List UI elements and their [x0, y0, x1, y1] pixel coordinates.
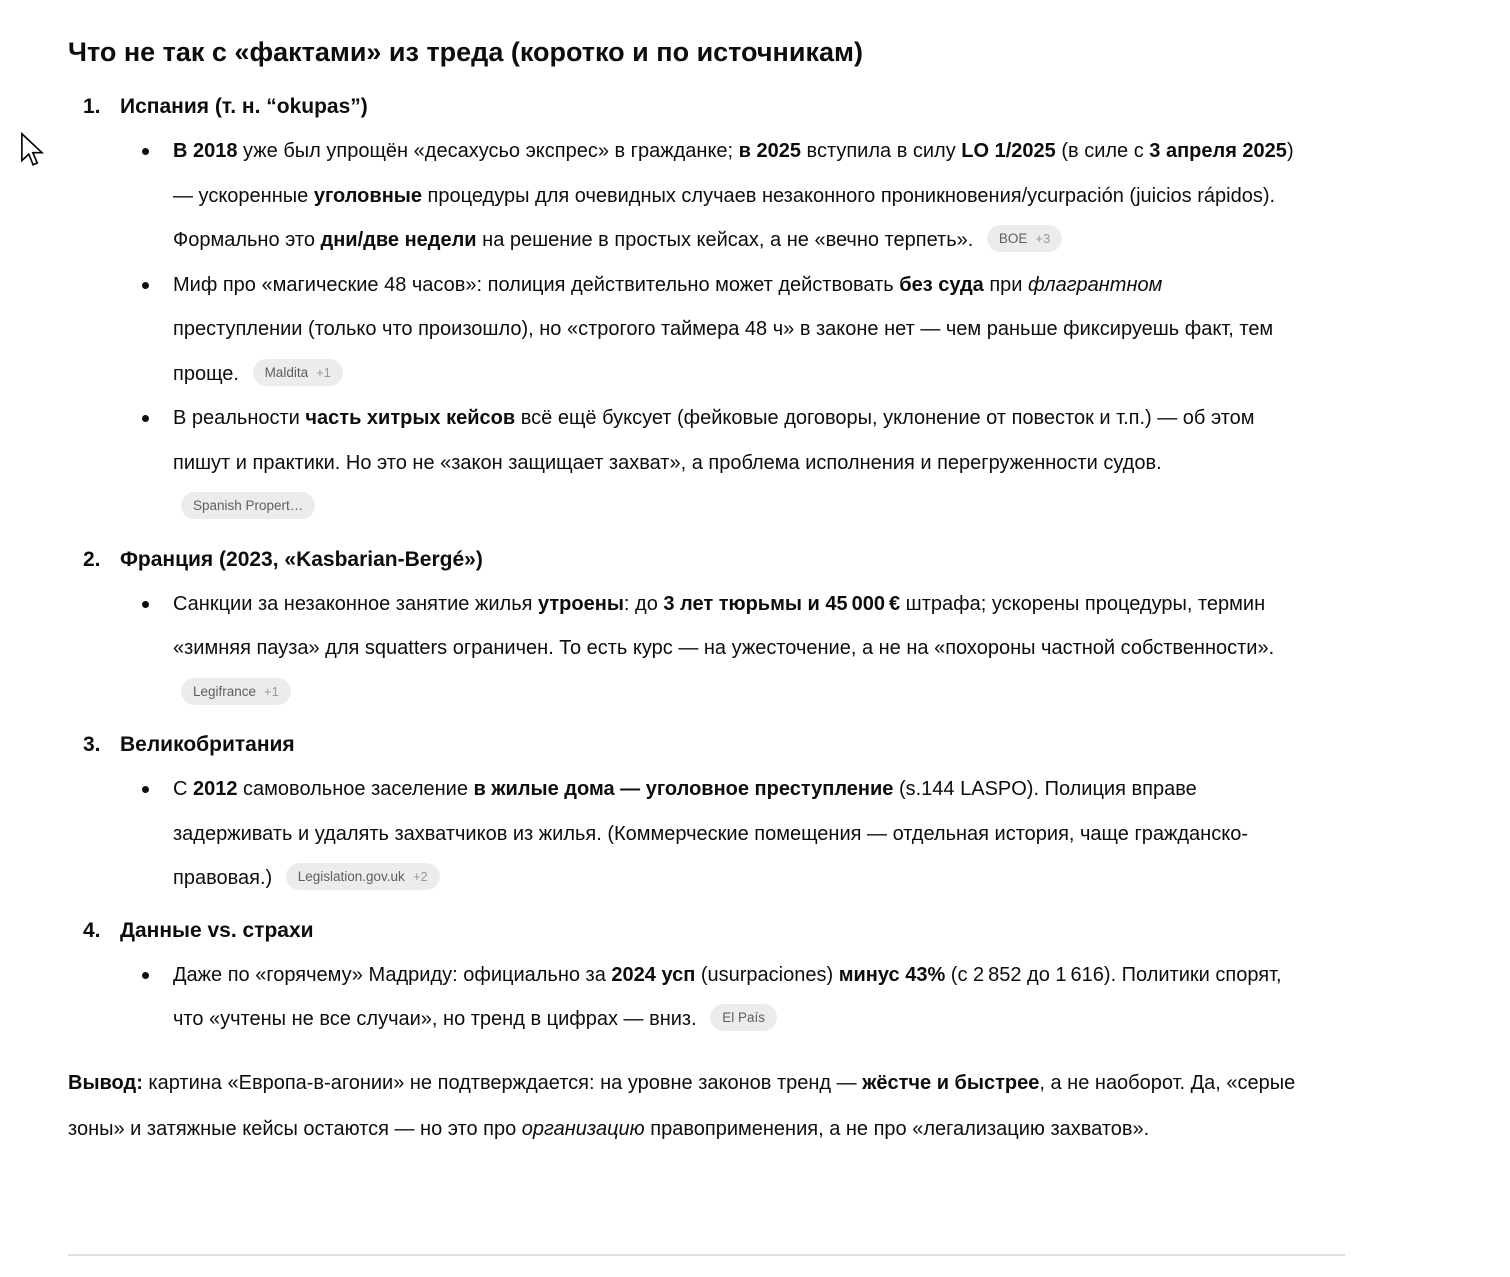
text-run: без суда: [899, 273, 984, 296]
text-run: В 2018: [173, 140, 238, 162]
section-heading: Франция (2023, «Kasbarian-Bergé»): [120, 547, 483, 571]
text-run: уже был упрощён «десахусьо экспрес» в гражданке;: [237, 140, 739, 162]
text-run: LO 1/2025: [961, 140, 1056, 162]
section-number: 1.: [83, 95, 101, 118]
text-run: штрафа; ускорены процедуры, термин «зимняя пауза» для squatters ограничен. То есть курс — на ужесточение, а не на «похороны частной собственности».: [173, 592, 1275, 659]
bullet-text: [173, 274, 1273, 385]
bullet-text: [173, 778, 1248, 889]
bullet-icon: [142, 972, 149, 979]
text-run: ) — ускоренные: [173, 140, 1294, 207]
text-run: процедуры для очевидных случаев незаконного проникновения/ycurpación (juicios rápidos). Формально это: [173, 184, 1276, 251]
citation-source-label: El País: [722, 1010, 765, 1025]
bullet-icon: [142, 148, 149, 155]
bullet-item: [68, 263, 1295, 397]
text-run: жёстче и быстрее: [862, 1071, 1040, 1094]
text-run: 2012: [193, 778, 238, 800]
text-run: В реальности: [173, 407, 306, 429]
text-run: 3 апреля 2025: [1149, 140, 1287, 162]
section-number: 4.: [83, 918, 101, 942]
bullet-text: [173, 964, 1282, 1031]
bullet-list: [68, 953, 1308, 1042]
bullet-list: [68, 582, 1308, 716]
mouse-cursor-icon: [20, 132, 50, 168]
text-run: минус 43%: [838, 963, 946, 986]
section-number: 3.: [83, 733, 101, 756]
section-heading: Великобритания: [120, 733, 295, 756]
citation-badge[interactable]: [253, 359, 343, 386]
citation-source-label: BOE: [998, 231, 1028, 246]
text-run: Миф про «магические 48 часов»: полиция действительно может действовать: [173, 273, 900, 296]
text-run: : до: [623, 592, 664, 615]
text-run: 3 лет тюрьмы и 45 000 €: [663, 592, 901, 615]
bullet-item: [68, 396, 1295, 530]
citation-count: +3: [1035, 231, 1051, 246]
bullet-icon: [142, 601, 149, 608]
section-heading-row: [68, 730, 1308, 760]
bullet-icon: [142, 786, 149, 793]
text-run: Санкции за незаконное занятие жилья: [173, 592, 539, 615]
text-run: (в силе с: [1055, 140, 1150, 162]
bullet-text: [173, 140, 1294, 251]
text-run: уголовные: [313, 184, 422, 207]
divider: [68, 1254, 1345, 1256]
bullet-text: [173, 593, 1274, 704]
text-run: при: [983, 273, 1029, 296]
text-run: флагрантном: [1028, 273, 1163, 296]
section-item: [68, 730, 1308, 901]
text-run: всё ещё буксует (фейковые договоры, уклонение от повесток и т.п.) — об этом пишут и практики. Но это не «закон защищает захват», а проблема исполнения и перегруженности судов.: [173, 407, 1255, 474]
section-item: [68, 916, 1308, 1042]
citation-badge[interactable]: [710, 1004, 777, 1031]
text-run: (с 2 852 до 1 616). Политики спорят, что «учтены не все случаи», но тренд в цифрах — вниз.: [173, 963, 1282, 1030]
citation-source-label: Maldita: [264, 364, 309, 380]
section-number: 2.: [83, 547, 101, 571]
text-run: самовольное заселение: [237, 778, 474, 800]
page-title: Что не так с «фактами» из треда (коротко и по источникам): [68, 37, 863, 67]
bullet-item: [68, 129, 1295, 263]
section-heading: Данные vs. страхи: [120, 918, 314, 942]
bullet-icon: [142, 415, 149, 422]
section-item: [68, 545, 1308, 716]
citation-source-label: Legislation.gov.uk: [297, 869, 405, 884]
text-run: С: [173, 778, 193, 800]
text-run: , а не наоборот. Да, «серые зоны» и затяжные кейсы остаются — но это про: [68, 1071, 1296, 1140]
section-heading: Испания (т. н. “okupas”): [120, 95, 368, 118]
text-run: 2024 усп: [611, 963, 696, 986]
citation-count: +1: [316, 364, 331, 380]
citation-count: +1: [264, 683, 279, 699]
section-heading-row: [68, 92, 1308, 122]
text-run: Вывод:: [68, 1071, 143, 1094]
section-item: [68, 92, 1308, 530]
citation-badge[interactable]: [181, 492, 315, 519]
text-run: организацию: [521, 1117, 645, 1140]
citation-badge[interactable]: [987, 225, 1062, 252]
sections-list: [68, 92, 1308, 1042]
citation-source-label: Legifrance: [193, 683, 257, 699]
text-run: часть хитрых кейсов: [305, 407, 516, 429]
text-run: в жилые дома — уголовное преступление: [473, 778, 894, 800]
text-run: преступлении (только что произошло), но «строгого таймера 48 ч» в законе нет — чем раньше фиксируешь факт, тем проще.: [173, 318, 1274, 385]
text-run: утроены: [538, 592, 624, 615]
citation-badge[interactable]: [181, 678, 291, 705]
bullet-item: [68, 582, 1295, 716]
text-run: (s.144 LASPO). Полиция вправе задерживать и удалять захватчиков из жилья. (Коммерческие помещения — отдельная история, чаще гражданско-правовая.): [173, 778, 1248, 889]
citation-source-label: Spanish Propert…: [193, 498, 304, 513]
text-run: правоприменения, а не про «легализацию захватов».: [644, 1117, 1150, 1140]
section-heading-row: [68, 545, 1308, 575]
section-heading-row: [68, 916, 1308, 946]
text-run: вступила в силу: [801, 140, 962, 162]
assistant-message: [68, 34, 1308, 1172]
bullet-text: [173, 407, 1255, 518]
bullet-icon: [142, 282, 149, 289]
bullet-item: [68, 767, 1295, 901]
text-run: Даже по «горячему» Мадриду: официально за: [173, 963, 612, 986]
text-run: (usurpaciones): [695, 963, 839, 986]
text-run: картина «Европа-в-агонии» не подтверждается: на уровне законов тренд —: [142, 1071, 863, 1094]
bullet-list: [68, 129, 1308, 530]
conclusion-paragraph: [68, 1060, 1303, 1152]
text-run: на решение в простых кейсах, а не «вечно терпеть».: [476, 229, 974, 251]
citation-badge[interactable]: [286, 863, 440, 890]
text-run: дни/две недели: [320, 229, 477, 251]
bullet-list: [68, 767, 1308, 901]
citation-count: +2: [412, 869, 428, 884]
text-run: в 2025: [738, 140, 801, 162]
bullet-item: [68, 953, 1295, 1042]
